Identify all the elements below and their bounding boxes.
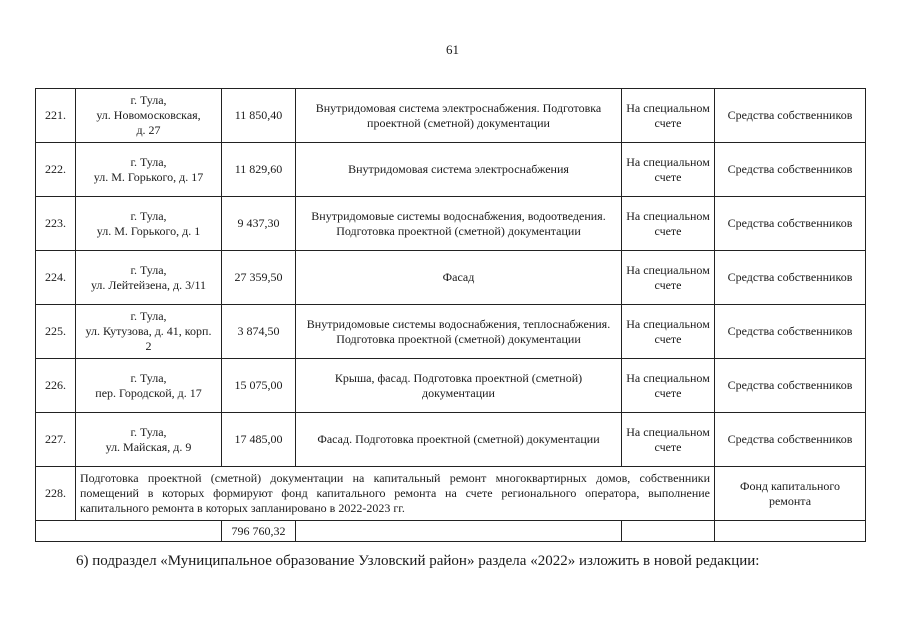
- table-row: [36, 413, 866, 467]
- row-address: [76, 413, 222, 467]
- row-number: 226.: [36, 359, 76, 413]
- table-row: [36, 251, 866, 305]
- row-funding-source: Средства собственников: [715, 359, 866, 413]
- works-table: [35, 88, 866, 542]
- address-line: ул. Майская, д. 9: [105, 439, 192, 454]
- row-address: [76, 143, 222, 197]
- address-line: ул. Кутузова, д. 41, корп.: [85, 324, 212, 338]
- row-work-type: Внутридомовая система электроснабжения: [296, 143, 622, 197]
- row-work-type: Внутридомовые системы водоснабжения, водоотведения. Подготовка проектной (сметной) документации: [296, 197, 622, 251]
- row-number: 225.: [36, 305, 76, 359]
- table-row-228: [36, 467, 866, 521]
- total-empty-cell: [622, 521, 715, 542]
- row-number: 222.: [36, 143, 76, 197]
- row-sum: 3 874,50: [222, 305, 296, 359]
- row-account: На специальном счете: [622, 251, 715, 305]
- address-line: г. Тула,: [130, 208, 167, 223]
- row-work-type: Внутридомовая система электроснабжения. Подготовка проектной (сметной) документации: [296, 89, 622, 143]
- row-sum: 17 485,00: [222, 413, 296, 467]
- row-sum: 11 850,40: [222, 89, 296, 143]
- row-account: На специальном счете: [622, 305, 715, 359]
- row-funding-source: Средства собственников: [715, 197, 866, 251]
- row-address: [76, 251, 222, 305]
- row-number: 221.: [36, 89, 76, 143]
- row-account: На специальном счете: [622, 89, 715, 143]
- address-line: д. 27: [136, 123, 161, 137]
- row-funding-source: Средства собственников: [715, 413, 866, 467]
- row-work-type: Крыша, фасад. Подготовка проектной (сметной) документации: [296, 359, 622, 413]
- total-empty-cell: [296, 521, 622, 542]
- row-sum: 15 075,00: [222, 359, 296, 413]
- row-number: 228.: [36, 467, 76, 521]
- row-address: [76, 197, 222, 251]
- row-account: На специальном счете: [622, 197, 715, 251]
- total-empty-cell: [36, 521, 222, 542]
- row-sum: 27 359,50: [222, 251, 296, 305]
- row-228-source: Фонд капитального ремонта: [715, 467, 866, 521]
- address-line: пер. Городской, д. 17: [95, 385, 202, 400]
- row-work-type: Фасад. Подготовка проектной (сметной) документации: [296, 413, 622, 467]
- row-account: На специальном счете: [622, 359, 715, 413]
- row-funding-source: Средства собственников: [715, 143, 866, 197]
- address-line: г. Тула,: [130, 424, 167, 439]
- row-account: На специальном счете: [622, 143, 715, 197]
- row-work-type: Внутридомовые системы водоснабжения, теплоснабжения. Подготовка проектной (сметной) документации: [296, 305, 622, 359]
- address-line: г. Тула,: [130, 93, 167, 107]
- address-line: г. Тула,: [130, 262, 167, 277]
- row-account: На специальном счете: [622, 413, 715, 467]
- address-line: г. Тула,: [130, 370, 167, 385]
- row-address: [76, 89, 222, 143]
- address-line: г. Тула,: [130, 309, 167, 323]
- address-line: ул. М. Горького, д. 17: [93, 169, 204, 184]
- address-line: ул. М. Горького, д. 1: [96, 223, 201, 238]
- row-number: 223.: [36, 197, 76, 251]
- table-row: [36, 197, 866, 251]
- total-empty-cell: [715, 521, 866, 542]
- row-address: [76, 305, 222, 359]
- total-sum: 796 760,32: [222, 521, 296, 542]
- row-sum: 11 829,60: [222, 143, 296, 197]
- table-row: [36, 305, 866, 359]
- table-total-row: [36, 521, 866, 542]
- amendment-text: 6) подраздел «Муниципальное образование Узловский район» раздела «2022» изложить в новой редакции:: [76, 553, 760, 569]
- row-sum: 9 437,30: [222, 197, 296, 251]
- row-work-type: Фасад: [296, 251, 622, 305]
- table-row: [36, 143, 866, 197]
- row-funding-source: Средства собственников: [715, 305, 866, 359]
- row-address: [76, 359, 222, 413]
- page-number: 61: [446, 42, 459, 57]
- row-funding-source: Средства собственников: [715, 89, 866, 143]
- row-228-description: Подготовка проектной (сметной) документации на капитальный ремонт многоквартирных домов, собственники помещений в которых формируют фонд капитального ремонта на счете регионального оператора, выполнение капитального ремонта в которых запланировано в 2022-2023 гг.: [76, 467, 715, 521]
- address-line: ул. Новомосковская,: [96, 108, 201, 122]
- address-line: ул. Лейтейзена, д. 3/11: [90, 277, 207, 292]
- address-line: г. Тула,: [130, 154, 167, 169]
- table-row: [36, 89, 866, 143]
- row-funding-source: Средства собственников: [715, 251, 866, 305]
- row-number: 227.: [36, 413, 76, 467]
- address-line: 2: [145, 339, 152, 353]
- table-row: [36, 359, 866, 413]
- row-number: 224.: [36, 251, 76, 305]
